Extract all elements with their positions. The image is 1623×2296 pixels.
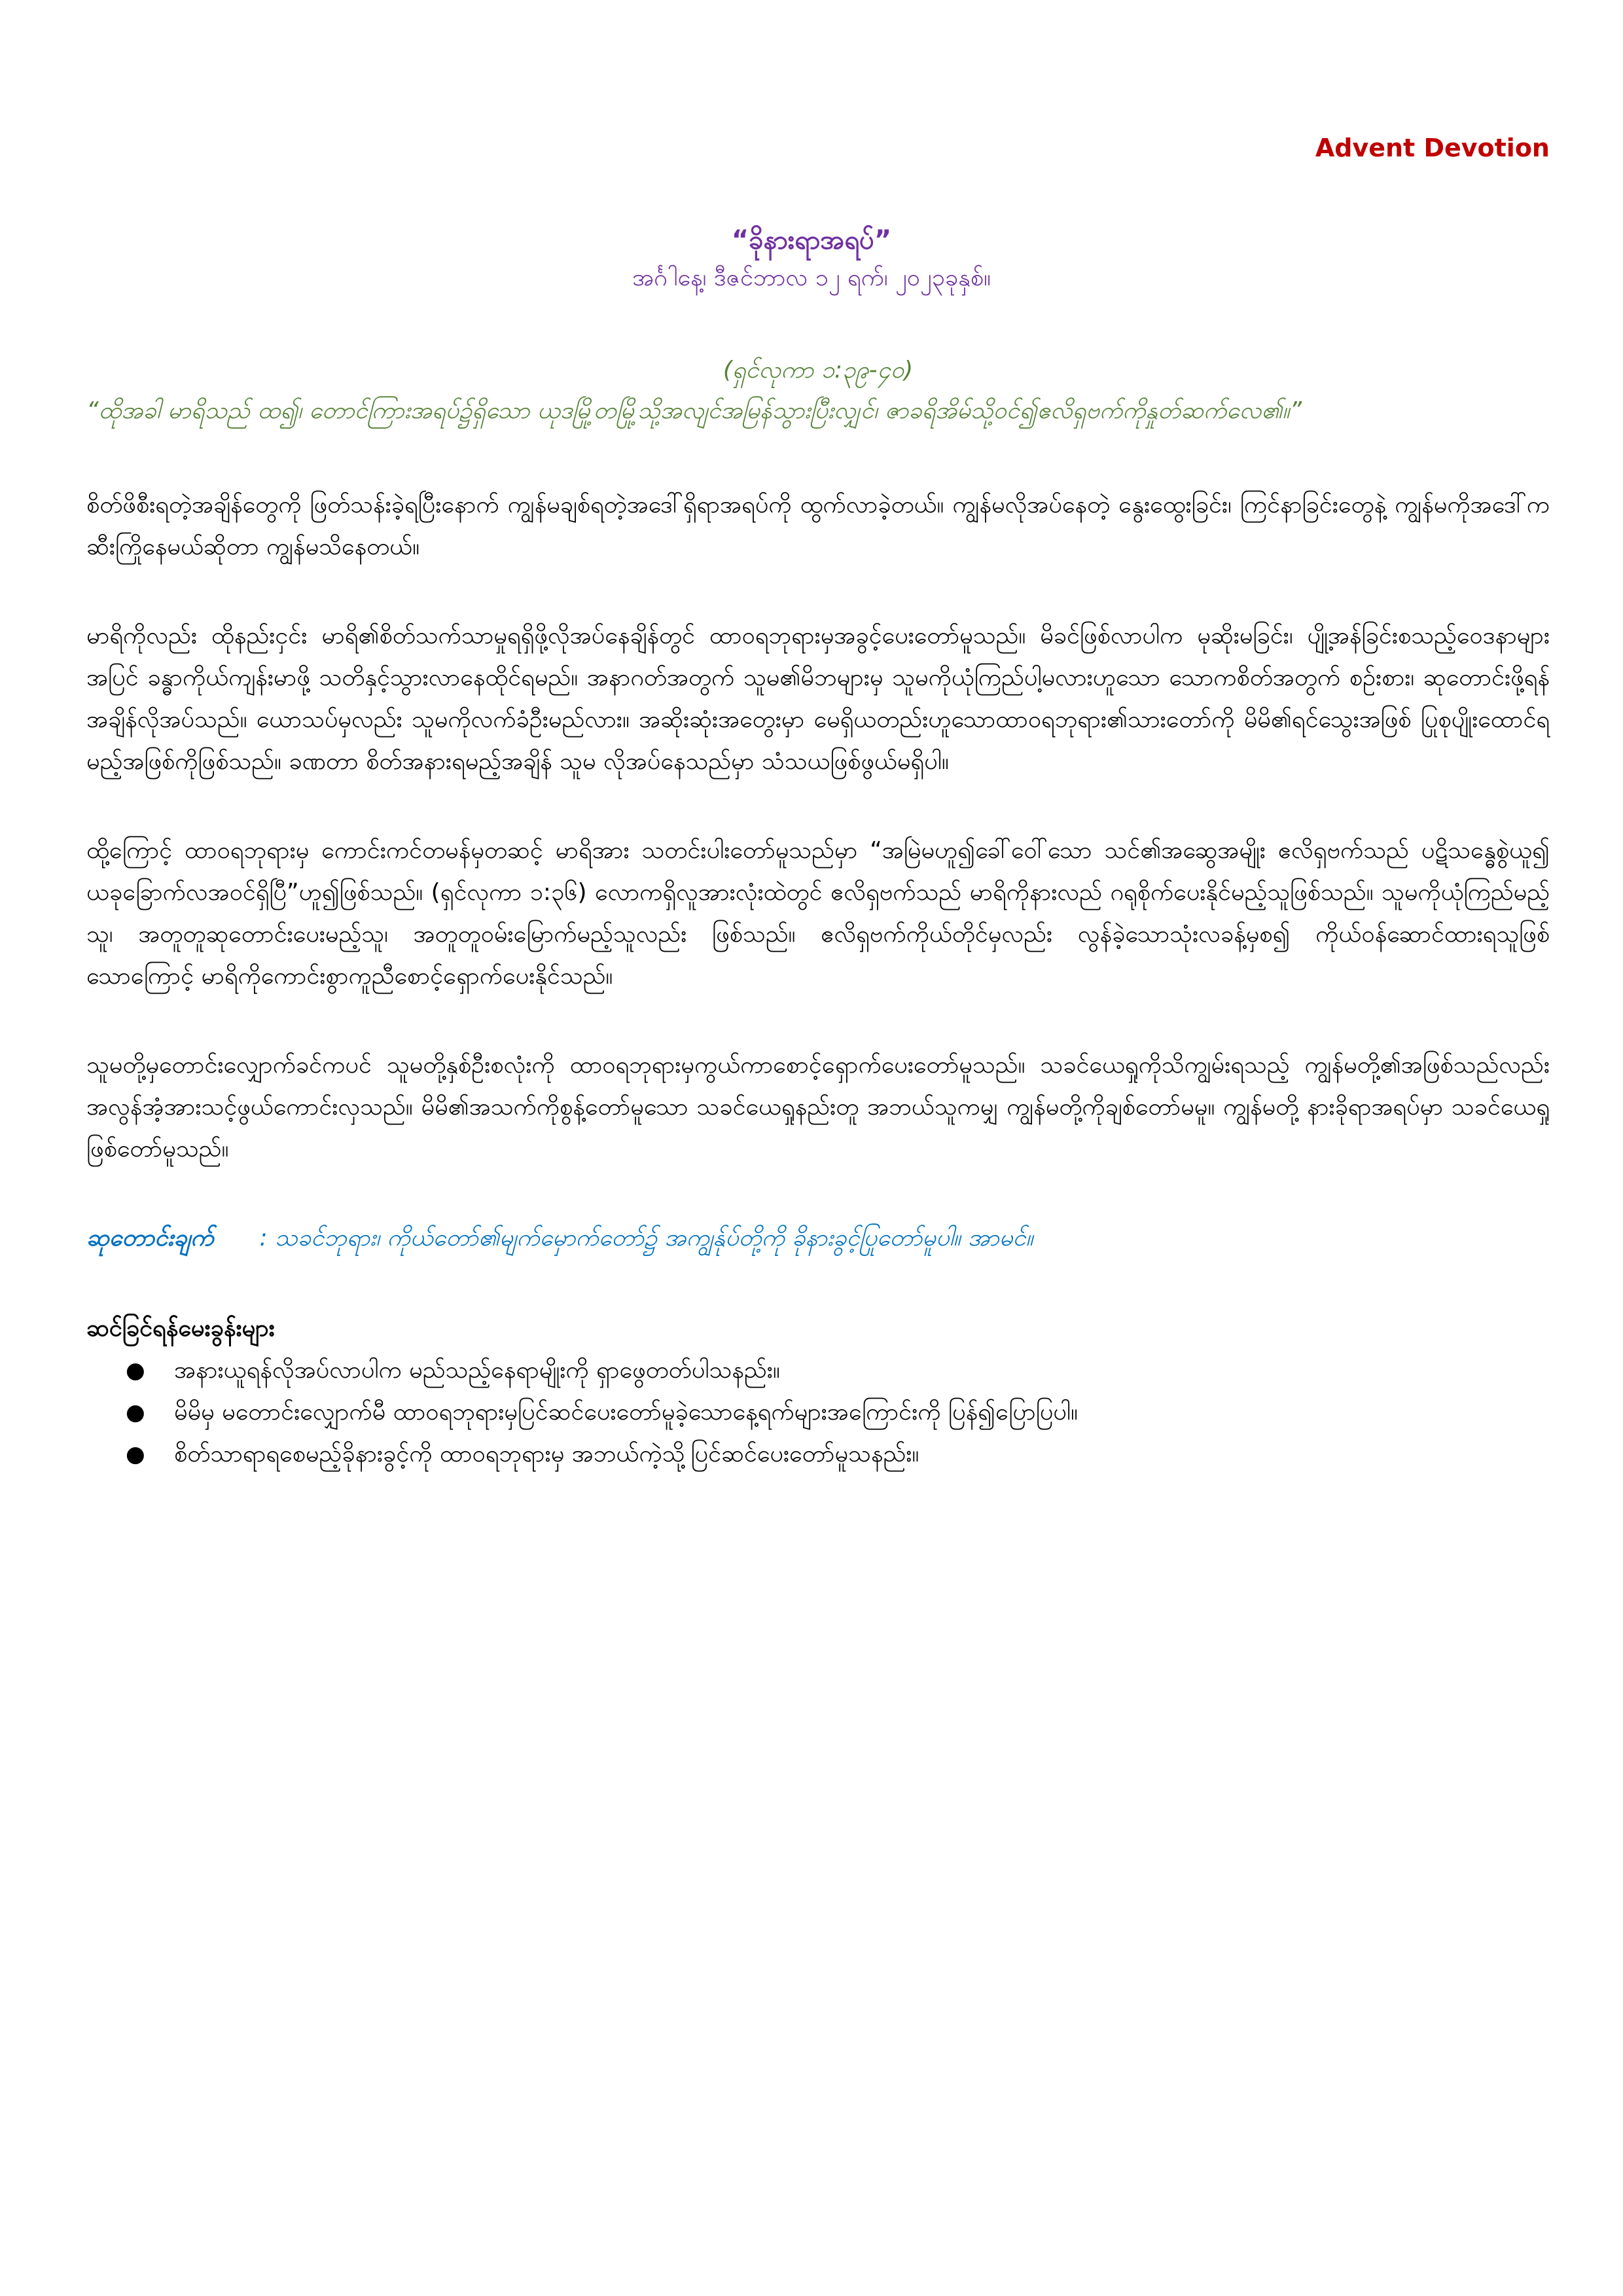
questions-heading: ဆင်ခြင်ရန်မေးခွန်းများ	[86, 1315, 275, 1342]
devotion-title: “ခိုနားရာအရပ်”	[731, 225, 892, 255]
list-item	[126, 1433, 1550, 1475]
bullet-icon: ●	[126, 1441, 145, 1467]
prayer	[86, 1217, 1550, 1259]
question-text: အနားယူရန်လိုအပ်လာပါက မည်သည့်နေရာမျိုးကို ရှာဖွေတတ်ပါသနည်း။	[174, 1357, 780, 1384]
paragraph-3: ထို့ကြောင့် ထာဝရဘုရားမှ ကောင်းကင်တမန်မှတဆင့် မာရိအား သတင်းပါးတော်မူသည်မှာ “အမြဲမဟူ၍ခေါ်ဝေါ်သော သင်၏အဆွေအမျိုး ဧလိရှဗက်သည် ပဋိသန္ဓေစွဲယူ၍ ယခုခြောက်လအဝင်ရှိပြီ”ဟူ၍ဖြစ်သည်။ (ရှင်လုကာ ၁:၃၆) လောကရှိလူအားလုံးထဲတွင် ဧလိရှဗက်သည် မာရိကိုနားလည် ဂရုစိုက်ပေးနိုင်မည့်သူဖြစ်သည်။ သူမကိုယုံကြည်မည့်သူ၊ အတူတူဆုတောင်းပေးမည့်သူ၊ အတူတူဝမ်းမြောက်မည့်သူလည်း ဖြစ်သည်။ ဧလိရှဗက်ကိုယ်တိုင်မှလည်း လွန်ခဲ့သောသုံးလခန့်မှစ၍ ကိုယ်ဝန်ဆောင်ထားရသူဖြစ်သောကြောင့် မာရိကိုကောင်းစွာကူညီစောင့်ရှောက်ပေးနိုင်သည်။	[86, 837, 1550, 990]
devotion-date: အင်္ဂါနေ့၊ ဒီဇင်ဘာလ ၁၂ ရက်၊ ၂၀၂၃ခုနှစ်။	[632, 264, 991, 291]
scripture-text: “ထိုအခါ မာရိသည် ထ၍၊ တောင်ကြားအရပ်၌ရှိသော ယုဒမြို့တမြို့သို့အလျင်အမြန်သွားပြီးလျှင်၊ ဇာခရိအိမ်သို့ဝင်၍ဧလိရှဗက်ကိုနှုတ်ဆက်လေ၏။”	[86, 397, 1302, 424]
paragraph-1: စိတ်ဖိစီးရတဲ့အချိန်တွေကို ဖြတ်သန်းခဲ့ရပြီးနောက် ကျွန်မချစ်ရတဲ့အဒေါ်ရှိရာအရပ်ကို ထွက်လာခဲ့တယ်။ ကျွန်မလိုအပ်နေတဲ့ နွေးထွေးခြင်း၊ ကြင်နာခြင်းတွေနဲ့ ကျွန်မကိုအဒေါ်က ဆီးကြိုနေမယ်ဆိုတာ ကျွန်မသိနေတယ်။	[86, 492, 1550, 560]
title-block	[0, 221, 1623, 297]
paragraph-4: သူမတို့မှတောင်းလျှောက်ခင်ကပင် သူမတို့နှစ်ဦးစလုံးကို ထာဝရဘုရားမှကွယ်ကာစောင့်ရှောက်ပေးတော်မူသည်။ သခင်ယေရှုကိုသိကျွမ်းရသည့် ကျွန်မတို့၏အဖြစ်သည်လည်း အလွန်အံ့အားသင့်ဖွယ်ကောင်းလှသည်။ မိမိ၏အသက်ကိုစွန့်တော်မူသော သခင်ယေရှုနည်းတူ အဘယ်သူကမျှ ကျွန်မတို့ကိုချစ်တော်မမူ။ ကျွန်မတို့ နားခိုရာအရပ်မှာ သခင်ယေရှုဖြစ်တော်မူသည်။	[86, 1052, 1550, 1162]
paragraph-2: မာရိကိုလည်း ထိုနည်းငှင်း မာရိ၏စိတ်သက်သာမှုရရှိဖို့လိုအပ်နေချိန်တွင် ထာဝရဘုရားမှအခွင့်ပေးတော်မူသည်။ မိခင်ဖြစ်လာပါက မုဆိုးမခြင်း၊ ပျို့အန်ခြင်းစသည့်ဝေဒနာများအပြင် ခန္ဓာကိုယ်ကျန်းမာဖို့ သတိနှင့်သွားလာနေထိုင်ရမည်။ အနာဂတ်အတွက် သူမ၏မိဘများမှ သူမကိုယုံကြည်ပါ့မလားဟူသော သောကစိတ်အတွက် စဉ်းစား၊ ဆုတောင်းဖို့ရန်အချိန်လိုအပ်သည်။ ယောသပ်မှလည်း သူမကိုလက်ခံဦးမည်လား။ အဆိုးဆုံးအတွေးမှာ မေရှိယတည်းဟူသောထာဝရဘုရား၏သားတော်ကို မိမိ၏ရင်သွေးအဖြစ် ပြုစုပျိုးထောင်ရမည့်အဖြစ်ကိုဖြစ်သည်။ ခဏတာ စိတ်အနားရမည့်အချိန် သူမ လိုအပ်နေသည်မှာ သံသယဖြစ်ဖွယ်မရှိပါ။	[86, 622, 1550, 775]
question-text: မိမိမှ မတောင်းလျှောက်မီ ထာဝရဘုရားမှပြင်ဆင်ပေးတော်မူခဲ့သောနေ့ရက်များအကြောင်းကို ပြန်၍ပြောပြပါ။	[174, 1399, 1078, 1426]
questions-list	[86, 1350, 1550, 1475]
question-text: စိတ်သာရာရစေမည့်ခိုနားခွင့်ကို ထာဝရဘုရားမှ အဘယ်ကဲ့သို့ပြင်ဆင်ပေးတော်မူသနည်း။	[174, 1441, 919, 1467]
prayer-text: : သခင်ဘုရား၊ ကိုယ်တော်၏မျက်မှောက်တော်၌ အကျွန်ုပ်တို့ကို ခိုနားခွင့်ပြုတော်မူပါ။ အာမင်။	[259, 1225, 1033, 1251]
bullet-icon: ●	[126, 1399, 145, 1426]
list-item	[126, 1350, 1550, 1391]
header-tag: Advent Devotion	[1315, 134, 1550, 162]
document-body	[86, 351, 1550, 1475]
bullet-icon: ●	[126, 1357, 145, 1384]
list-item	[126, 1391, 1550, 1433]
scripture-reference: (ရှင်လုကာ ၁:၃၉-၄၀)	[722, 357, 914, 384]
prayer-label: ဆုတောင်းချက်	[86, 1225, 214, 1251]
